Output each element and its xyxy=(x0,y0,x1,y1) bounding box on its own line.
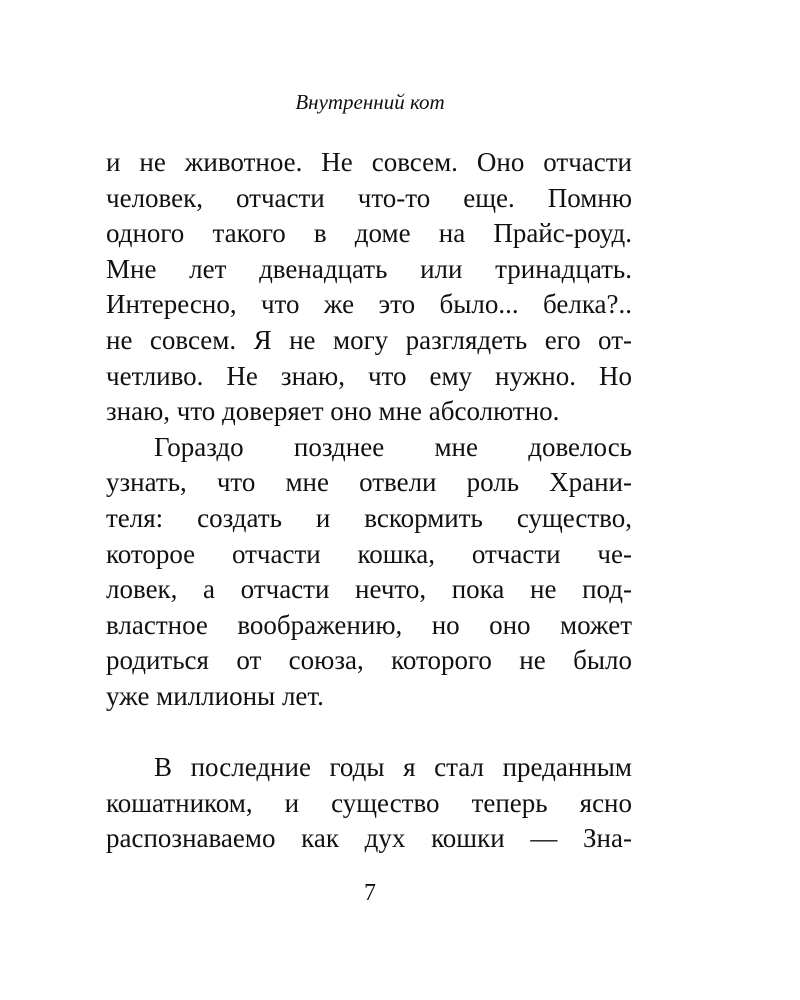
text-line: одного такого в доме на Прайс-роуд. xyxy=(106,218,632,249)
text-line: человек, отчасти что-то еще. Помню xyxy=(106,182,632,213)
text-line: не совсем. Я не могу разглядеть его от- xyxy=(106,324,632,355)
body-text-block-2 xyxy=(106,750,632,857)
text-line: которое отчасти кошка, отчасти че- xyxy=(106,538,632,569)
text-line: теля: создать и вскормить существо, xyxy=(106,502,632,533)
text-line: ловек, а отчасти нечто, пока не под- xyxy=(106,574,632,605)
text-line: Гораздо позднее мне довелось xyxy=(154,431,632,462)
text-line: узнать, что мне отвели роль Храни- xyxy=(106,467,632,498)
text-line: знаю, что доверяет оно мне абсолютно. xyxy=(106,396,560,427)
body-text-block-1 xyxy=(106,145,632,715)
text-line: кошатником, и существо теперь ясно xyxy=(106,787,632,818)
text-line: родиться от союза, которого не было xyxy=(106,645,632,676)
text-line: властное воображению, но оно может xyxy=(106,609,632,640)
text-line: распознаваемо как дух кошки — Зна- xyxy=(106,823,632,854)
text-line: В последние годы я стал преданным xyxy=(154,752,632,782)
page-number: 7 xyxy=(364,880,376,906)
text-line: и не животное. Не совсем. Оно отчасти xyxy=(106,147,632,177)
text-line: четливо. Не знаю, что ему нужно. Но xyxy=(106,360,632,391)
text-line: Интересно, что же это было... белка?.. xyxy=(106,289,632,320)
text-line: Мне лет двенадцать или тринадцать. xyxy=(106,253,632,284)
text-line: уже миллионы лет. xyxy=(106,680,324,711)
running-head: Внутренний кот xyxy=(295,90,445,114)
